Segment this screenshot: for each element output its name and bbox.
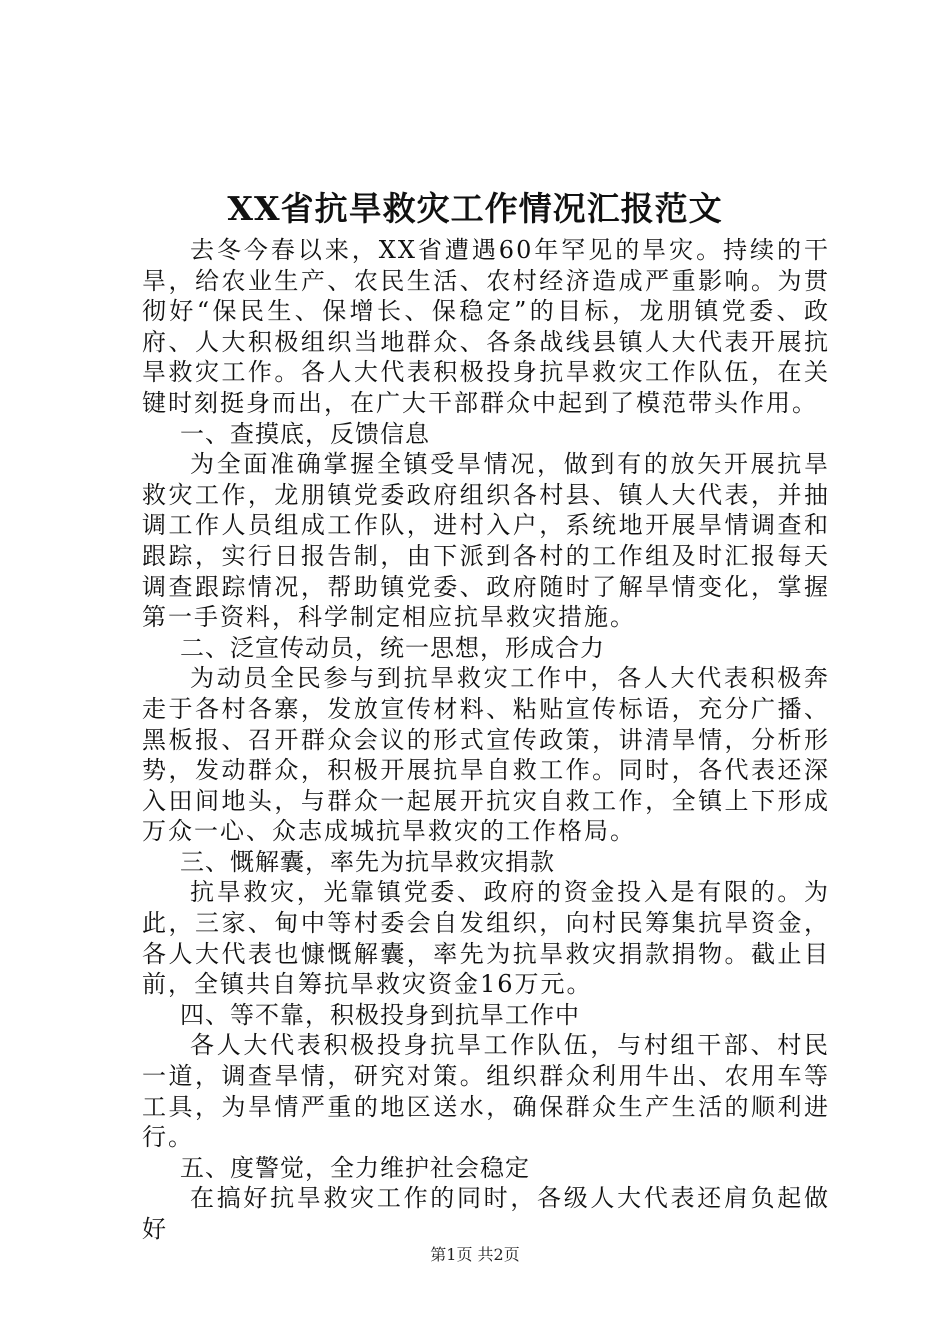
paragraph-section-5: 在搞好抗旱救灾工作的同时，各级人大代表还肩负起做好 [142, 1184, 830, 1243]
section-heading-5: 五、度警觉，全力维护社会稳定 [180, 1153, 530, 1182]
section-heading-4: 四、等不靠，积极投身到抗旱工作中 [180, 1000, 580, 1029]
section-heading-1: 一、查摸底，反馈信息 [180, 419, 430, 448]
document-body [142, 235, 830, 1245]
paragraph-section-2: 为动员全民参与到抗旱救灾工作中，各人大代表积极奔走于各村各寨，发放宣传材料、粘贴宣传标语，充分广播、黑板报、召开群众会议的形式宣传政策，讲清旱情，分析形势，发动群众，积极开展抗旱自救工作。同时，各代表还深入田间地头，与群众一起展开抗灾自救工作，全镇上下形成万众一心、众志成城抗旱救灾的工作格局。 [142, 664, 830, 846]
paragraph-section-3: 抗旱救灾，光靠镇党委、政府的资金投入是有限的。为此，三家、甸中等村委会自发组织，向村民筹集抗旱资金，各人大代表也慷慨解囊，率先为抗旱救灾捐款捐物。截止目前，全镇共自筹抗旱救灾资金16万元。 [142, 878, 830, 999]
document-title: XX省抗旱救灾工作情况汇报范文 [227, 189, 723, 228]
paragraph-section-1: 为全面准确掌握全镇受旱情况，做到有的放矢开展抗旱救灾工作，龙朋镇党委政府组织各村县、镇人大代表，并抽调工作人员组成工作队，进村入户，系统地开展旱情调查和跟踪，实行日报告制，由下派到各村的工作组及时汇报每天调查跟踪情况，帮助镇党委、政府随时了解旱情变化，掌握第一手资料，科学制定相应抗旱救灾措施。 [142, 450, 830, 632]
section-heading-3: 三、慨解囊，率先为抗旱救灾捐款 [180, 847, 555, 876]
section-heading-2: 二、泛宣传动员，统一思想，形成合力 [180, 633, 605, 662]
paragraph-intro: 去冬今春以来，XX省遭遇60年罕见的旱灾。持续的干旱，给农业生产、农民生活、农村经济造成严重影响。为贯彻好“保民生、保增长、保稳定”的目标，龙朋镇党委、政府、人大积极组织当地群众、各条战线县镇人大代表开展抗旱救灾工作。各人大代表积极投身抗旱救灾工作队伍，在关键时刻挺身而出，在广大干部群众中起到了模范带头作用。 [142, 236, 830, 417]
paragraph-section-4: 各人大代表积极投身抗旱工作队伍，与村组干部、村民一道，调查旱情，研究对策。组织群众利用牛出、农用车等工具，为旱情严重的地区送水，确保群众生产生活的顺利进行。 [142, 1031, 830, 1152]
page-number-footer: 第1页 共2页 [430, 1245, 520, 1264]
